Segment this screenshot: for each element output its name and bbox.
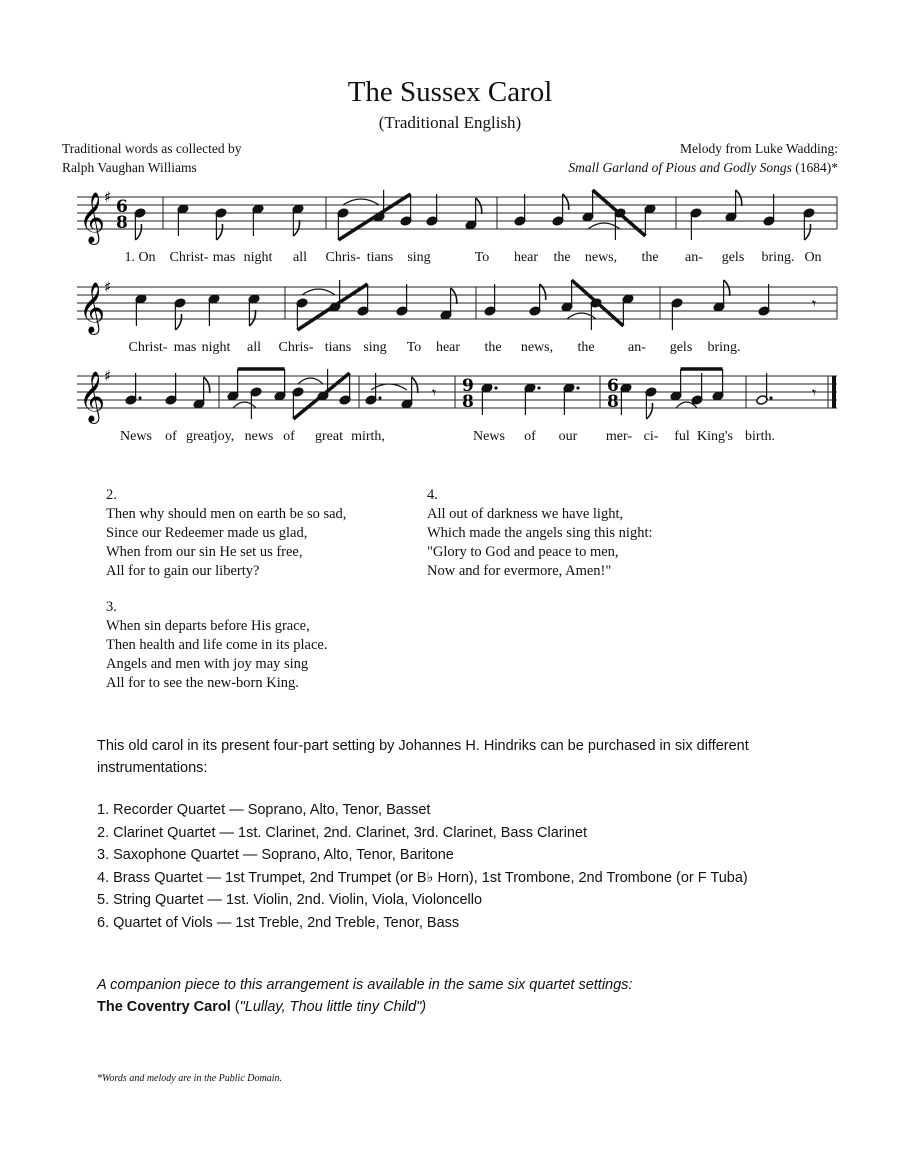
key-signature-sharp: ♯ [104,367,112,385]
note-beam [293,373,349,419]
note-dot [138,396,141,399]
lyric-syllable: news, [520,340,554,355]
note-flag [204,377,210,393]
lyric-syllable: On [804,250,822,265]
lyric-syllable: To [474,250,490,265]
eighth-rest: 𝄾 [432,383,437,402]
note-flag [736,190,742,206]
time-signature-upper: 6 [607,376,619,396]
note-flag [646,403,652,419]
verse-number: 3. [106,599,117,615]
lyric-syllable: night [243,250,273,265]
list-item: 3. Saxophone Quartet — Soprano, Alto, Tenor, Baritone [97,847,454,863]
lyric-syllable: News [473,429,505,444]
lyric-syllable: Chris- [325,250,361,265]
lyric-syllable: ful [674,429,690,444]
verse-line: All for to gain our liberty? [106,563,260,579]
page-title: The Sussex Carol [347,76,553,108]
note-flag [249,310,255,326]
treble-clef-icon: 𝄞 [79,282,106,333]
verse-block [427,486,653,581]
melody-credit [568,139,838,177]
slur [371,384,407,390]
note-flag [412,377,418,393]
lyric-syllable: the [484,340,502,355]
lyric-syllable: our [558,429,578,444]
lyric-syllable: of [283,429,295,444]
time-signature-lower: 8 [607,392,619,412]
lyric-syllable: ci- [643,429,659,444]
lyric-syllable: joy, [213,429,235,444]
verse-line: Then health and life come in its place. [106,637,328,653]
eighth-rest: 𝄾 [812,383,817,402]
note-dot [378,396,381,399]
lyric-syllable: To [406,340,422,355]
lyric-syllable: 1. On [124,250,156,265]
lyrics-line-2 [0,340,900,360]
slur [302,289,335,295]
verse-line: Now and for evermore, Amen!" [427,563,612,579]
lyric-syllable: Chris- [278,340,314,355]
key-signature-sharp: ♯ [104,278,112,296]
verse-line: When sin departs before His grace, [106,618,310,634]
lyric-syllable: an- [628,340,646,355]
lyric-syllable: gels [721,250,745,265]
melody-credit-line: Melody from Luke Wadding: [679,141,838,156]
footnote: *Words and melody are in the Public Domain. [97,1073,282,1084]
lyric-syllable: gels [669,340,693,355]
key-signature-sharp: ♯ [104,188,112,206]
lyric-syllable: the [577,340,595,355]
lyric-syllable: King's [697,429,733,444]
treble-clef-icon: 𝄞 [79,192,106,243]
slur [343,199,379,205]
list-item: 5. String Quartet — 1st. Violin, 2nd. Violin, Viola, Violoncello [97,892,483,908]
lyric-syllable: the [553,250,571,265]
lyric-syllable: bring. [761,250,795,265]
companion-piece [97,996,837,1018]
note-flag [476,198,482,214]
note-flag [216,224,222,240]
slur [233,402,256,408]
lyrics-line-1 [0,250,900,270]
note-flag [563,194,569,210]
lyric-syllable: bring. [707,340,741,355]
verse-line: Angels and men with joy may sing [106,656,309,672]
lyric-syllable: hear [435,340,461,355]
lyric-syllable: hear [513,250,539,265]
companion-subtitle: "Lullay, Thou little tiny Child") [239,999,427,1015]
slur [298,378,323,384]
time-signature-lower: 8 [462,392,474,412]
note-dot [576,386,579,389]
verse-line: When from our sin He set us free, [106,544,303,560]
lyric-syllable: news, [584,250,618,265]
note-flag [135,224,141,240]
lyric-syllable: mer- [605,429,633,444]
verse-line: All out of darkness we have light, [427,506,624,522]
lyric-syllable: tians [366,250,394,265]
words-credit [62,139,241,177]
lyric-syllable: mas [212,250,236,265]
time-signature-lower: 8 [116,213,128,233]
lyric-syllable: Christ- [169,250,209,265]
list-item: 2. Clarinet Quartet — 1st. Clarinet, 2nd. Clarinet, 3rd. Clarinet, Bass Clarinet [97,824,587,841]
lyric-syllable: birth. [745,429,775,444]
melody-credit-source [568,158,838,177]
list-item: 1. Recorder Quartet — Soprano, Alto, Tenor, Basset [97,802,431,818]
words-credit-line: Traditional words as collected by [62,141,242,156]
companion-paren: ( [230,999,240,1015]
note-flag [451,288,457,304]
lyric-syllable: of [524,429,536,444]
intro-paragraph: This old carol in its present four-part setting by Johannes H. Hindriks can be purchased in six different instrumentations: [97,738,749,776]
note-beam [338,194,410,240]
companion-title: The Coventry Carol [97,999,231,1015]
lyric-syllable: great [315,429,343,444]
lyric-syllable: the [641,250,659,265]
instrumentation-list [97,799,837,934]
list-item: 4. Brass Quartet — 1st Trumpet, 2nd Trumpet (or B♭ Horn), 1st Trombone, 2nd Trombone (or F Tuba) [97,869,748,886]
lyric-syllable: News [120,429,152,444]
verse-line: Since our Redeemer made us glad, [106,525,308,541]
note-flag [175,314,181,330]
lyric-syllable: night [201,340,231,355]
page-subtitle: (Traditional English) [378,113,522,132]
melody-credit-year: (1684)* [791,160,838,175]
eighth-rest: 𝄾 [812,294,817,313]
note-dot [537,386,540,389]
lyric-syllable: sing [363,340,387,355]
lyric-syllable: mas [173,340,197,355]
verse-line: "Glory to God and peace to men, [427,544,619,560]
words-credit-line: Ralph Vaughan Williams [62,160,197,175]
verse-number: 2. [106,487,117,503]
lyric-syllable: tians [324,340,352,355]
lyric-syllable: Christ- [128,340,168,355]
verse-block [106,598,327,693]
note-flag [293,220,299,236]
lyric-syllable: great [186,429,214,444]
note-flag [724,280,730,296]
lyrics-line-3 [0,429,900,449]
companion-intro: A companion piece to this arrangement is available in the same six quartet settings: [97,977,633,993]
lyric-syllable: all [247,340,261,355]
lyric-syllable: all [293,250,307,265]
verse-number: 4. [427,487,438,503]
lyric-syllable: of [165,429,177,444]
treble-clef-icon: 𝄞 [79,371,106,422]
note-flag [540,284,546,300]
time-signature-upper: 9 [462,376,474,396]
verse-line: Which made the angels sing this night: [427,525,653,541]
melody-credit-book: Small Garland of Pious and Godly Songs [568,160,792,175]
verse-block [106,486,346,581]
verse-line: Then why should men on earth be so sad, [106,506,347,522]
lyric-syllable: sing [407,250,431,265]
lyric-syllable: news [244,429,274,444]
verse-line: All for to see the new-born King. [106,675,299,691]
lyric-syllable: an- [685,250,703,265]
note-dot [494,386,497,389]
note-dot [769,396,772,399]
time-signature-upper: 6 [116,197,128,217]
list-item: 6. Quartet of Viols — 1st Treble, 2nd Treble, Tenor, Bass [97,914,460,931]
note-flag [804,224,810,240]
lyric-syllable: mirth, [351,429,385,444]
